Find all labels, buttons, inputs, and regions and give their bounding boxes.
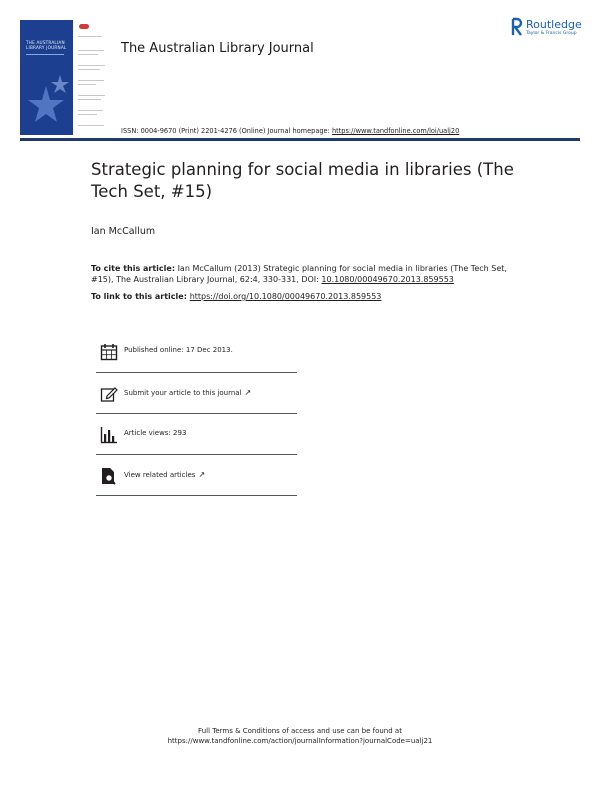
published-date: Published online: 17 Dec 2013.: [124, 346, 233, 354]
bar-chart-icon: [100, 426, 118, 444]
external-link-icon: ↗: [198, 470, 206, 479]
external-link-icon: ↗: [244, 388, 252, 397]
cover-logo: [79, 24, 89, 29]
article-link-block: [91, 292, 381, 301]
header-rule: [20, 138, 580, 141]
issn-line: [121, 127, 459, 135]
document-search-icon: [100, 467, 118, 485]
journal-name: The Australian Library Journal: [121, 41, 314, 56]
cover-star-graphic: [20, 20, 73, 135]
article-views: Article views: 293: [124, 429, 187, 437]
cite-text: Ian McCallum (2013) Strategic planning for social media in libraries (The Tech Set, #15), The Australian Library Journal, 62:4, 330-331, DOI:: [91, 264, 507, 284]
info-divider: [96, 495, 297, 496]
related-row[interactable]: [96, 455, 297, 496]
doi-link[interactable]: 10.1080/00049670.2013.859553: [321, 275, 454, 284]
cover-toc-page: [75, 20, 108, 135]
journal-cover-image: [20, 20, 73, 135]
footer-terms-text: Full Terms & Conditions of access and use can be found at: [198, 727, 402, 735]
footer-terms-link[interactable]: https://www.tandfonline.com/action/journalInformation?journalCode=ualj21: [167, 737, 433, 745]
article-url-link[interactable]: https://doi.org/10.1080/00049670.2013.859553: [189, 292, 382, 301]
issn-text: ISSN: 0004-9670 (Print) 2201-4276 (Online) Journal homepage:: [121, 127, 332, 135]
publisher-tagline: Taylor & Francis Group: [526, 31, 577, 36]
citation-block: [91, 263, 511, 285]
calendar-icon: [100, 343, 118, 361]
cover-title: THE AUSTRALIAN LIBRARY JOURNAL: [26, 40, 67, 50]
edit-icon: [100, 385, 118, 403]
link-label: To link to this article:: [91, 292, 190, 301]
journal-homepage-link[interactable]: https://www.tandfonline.com/loi/ualj20: [331, 127, 460, 135]
routledge-logo-icon: [511, 17, 523, 37]
article-title: Strategic planning for social media in libraries (The Tech Set, #15): [91, 160, 514, 201]
footer: [0, 726, 600, 746]
cite-label: To cite this article:: [91, 264, 176, 273]
publisher-name: Routledge: [526, 18, 582, 31]
published-row: [96, 331, 297, 372]
view-related-articles-link[interactable]: View related articles ↗: [124, 470, 206, 479]
article-author: Ian McCallum: [91, 226, 156, 237]
views-row: [96, 414, 297, 455]
submit-row[interactable]: [96, 373, 297, 414]
submit-article-link[interactable]: Submit your article to this journal ↗: [124, 388, 252, 397]
